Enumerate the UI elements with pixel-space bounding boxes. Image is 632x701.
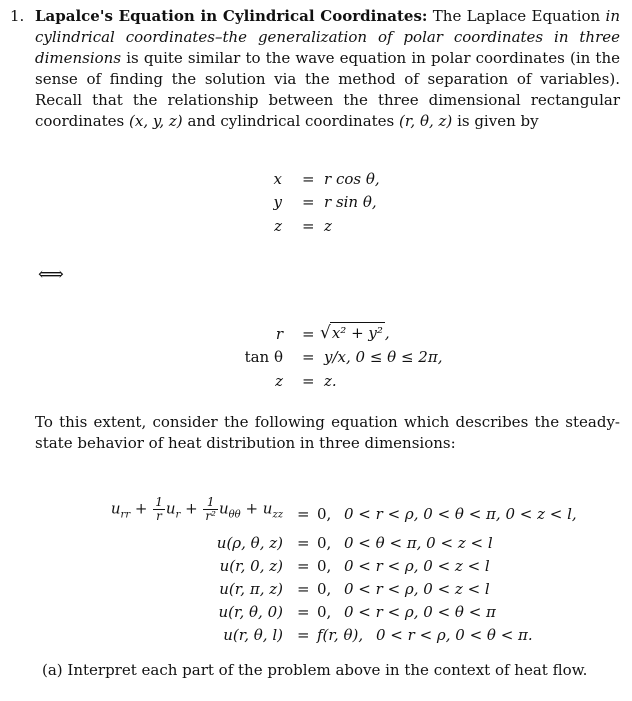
- pde-lhs: $u_{rr}$ + $\frac{1}{r}$ $u_r$ + $\frac{1}{\text{r²}}$ $u_{\theta\theta} + u_{zz}$: [110, 495, 283, 523]
- fraction: [153, 496, 165, 523]
- heat-intro: To this extent, consider the following equation which describes the steady-state behavior of heat distribution in three dimensions:: [35, 413, 620, 452]
- eq-rel: =: [302, 348, 315, 366]
- problem-number: 1.: [10, 7, 25, 25]
- pde-domain: 0 < r < ρ, 0 < θ < π, 0 < z < l,: [344, 505, 577, 523]
- intro-text-b: is quite similar to the wave equation in polar coordinates (in the sense of finding the solution via the method of separation of variables). Recall that the relationship between the three dimensional rectangular coordinates: [35, 49, 620, 130]
- eq-rhs: z: [324, 217, 332, 235]
- intro-text-d: is given by: [457, 112, 539, 130]
- frac-num: 1: [203, 496, 218, 510]
- eq-lhs: r: [275, 325, 283, 343]
- frac-den: r: [156, 509, 162, 523]
- bc-domain: 0 < r < ρ, 0 < z < l: [344, 557, 490, 575]
- eq-rhs: √x² + y² ,: [320, 323, 390, 343]
- bc-lhs: u(r, θ, 0): [218, 603, 283, 621]
- eq-lhs: z: [275, 372, 283, 390]
- eq-rhs: r cos θ,: [324, 170, 380, 188]
- pde-u: u: [110, 499, 121, 518]
- bc-rel: =: [297, 534, 310, 552]
- bc-rhs: f(r, θ),: [317, 626, 364, 644]
- bc-rel: =: [297, 603, 310, 621]
- intro-text-c: and cylindrical coordinates: [187, 112, 395, 130]
- part-a: (a) Interpret each part of the problem above in the context of heat flow.: [42, 661, 588, 679]
- problem-title: Lapalce's Equation in Cylindrical Coordinates:: [35, 7, 428, 25]
- bc-lhs: u(ρ, θ, z): [216, 534, 283, 552]
- eq-rel: =: [302, 372, 315, 390]
- pde-rhs: 0,: [317, 505, 332, 523]
- bc-rel: =: [297, 557, 310, 575]
- bc-rhs: 0,: [317, 580, 332, 598]
- eq-rel: =: [302, 193, 315, 211]
- fraction: [203, 496, 218, 523]
- eq-rhs: z.: [324, 372, 337, 390]
- bc-rhs: 0,: [317, 534, 332, 552]
- bc-lhs: u(r, π, z): [219, 580, 283, 598]
- eq-lhs: y: [273, 193, 282, 211]
- eq-rhs: r sin θ,: [324, 193, 377, 211]
- bc-domain: 0 < θ < π, 0 < z < l: [344, 534, 493, 552]
- bc-lhs: u(r, 0, z): [219, 557, 283, 575]
- eq-rel: =: [302, 217, 315, 235]
- iff-symbol: ⟺: [38, 264, 64, 285]
- eq-lhs: z: [274, 217, 282, 235]
- intro-text-a: The Laplace Equation: [432, 7, 601, 25]
- frac-den: r²: [205, 509, 216, 523]
- cyl-coords: (r, θ, z): [399, 112, 453, 130]
- frac-num: 1: [155, 495, 163, 509]
- eq-lhs: tan θ: [244, 348, 283, 366]
- bc-domain: 0 < r < ρ, 0 < z < l: [344, 580, 490, 598]
- eq-rel: =: [302, 170, 315, 188]
- bc-domain: 0 < r < ρ, 0 < θ < π: [344, 603, 496, 621]
- bc-rhs: 0,: [317, 603, 332, 621]
- eq-rel: =: [302, 325, 315, 343]
- bc-lhs: u(r, θ, l): [223, 626, 283, 644]
- bc-rel: =: [297, 580, 310, 598]
- bc-domain: 0 < r < ρ, 0 < θ < π.: [376, 626, 533, 644]
- eq-tail: ,: [384, 324, 390, 342]
- bc-rel: =: [297, 626, 310, 644]
- pde-rel: =: [297, 505, 310, 523]
- intro-italic: in cylindrical coordinates–the generalization of polar coordinates in three dimensions: [35, 7, 620, 67]
- eq-rhs: y/x, 0 ≤ θ ≤ 2π,: [324, 348, 443, 366]
- problem-statement: [35, 6, 620, 132]
- rect-coords: (x, y, z): [129, 112, 183, 130]
- bc-rhs: 0,: [317, 557, 332, 575]
- sqrt-radicand: x² + y²: [331, 324, 383, 342]
- eq-lhs: x: [273, 170, 282, 188]
